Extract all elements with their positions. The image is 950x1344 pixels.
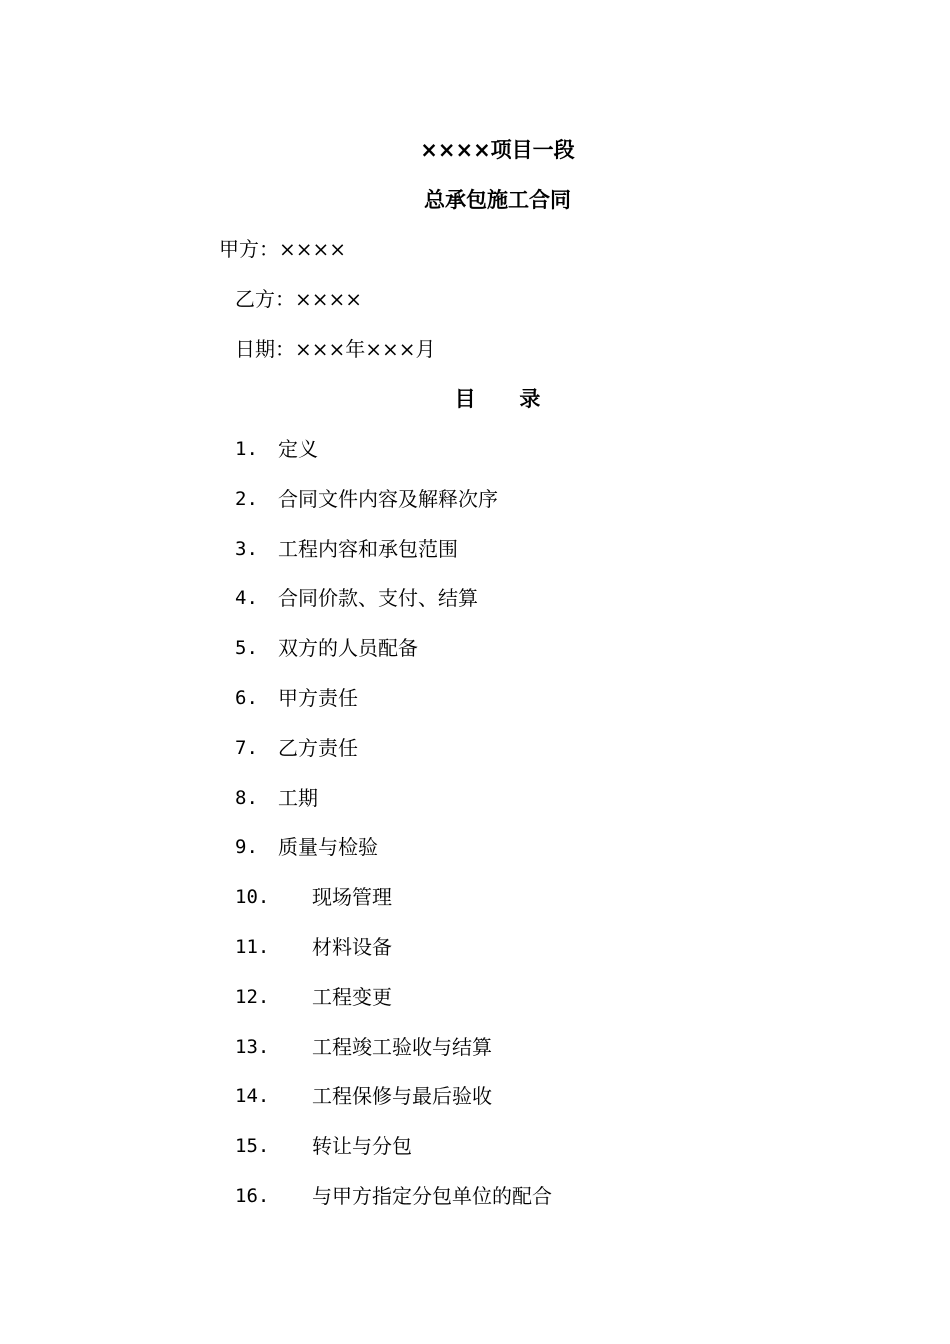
document-subtitle: 总承包施工合同 [424,188,571,212]
toc-item-title: 工程内容和承包范围 [278,536,458,561]
toc-item-title: 定义 [278,437,318,461]
toc-item-title: 工程变更 [312,984,392,1009]
toc-item-title: 双方的人员配备 [278,636,418,661]
toc-item-number: 9. [235,836,258,859]
party-a: 甲方：×××× [219,237,347,261]
toc-item-title: 材料设备 [312,934,392,959]
toc-item-number: 12. [235,985,270,1008]
toc-item-title: 与甲方指定分包单位的配合 [312,1183,552,1208]
toc-item-number: 6. [235,686,258,709]
toc-item-number: 4. [235,587,258,610]
toc-item-number: 8. [235,786,258,809]
toc-item-number: 16. [235,1184,270,1207]
document-title: ××××项目一段 [420,138,575,162]
toc-item-number: 10. [235,886,270,909]
toc-item-number: 15. [235,1135,270,1158]
toc-item-number: 5. [235,637,258,660]
toc-item-title: 质量与检验 [278,835,378,860]
contract-date: 日期：×××年×××月 [235,337,436,361]
toc-item-title: 现场管理 [312,885,392,910]
party-b: 乙方：×××× [235,287,363,311]
toc-item-title: 工程保修与最后验收 [312,1084,492,1109]
toc-item-title: 工期 [278,785,318,810]
toc-item-number: 14. [235,1085,270,1108]
toc-item-title: 合同文件内容及解释次序 [278,486,498,511]
toc-item-number: 1. [235,438,258,460]
toc-item-title: 甲方责任 [278,685,358,710]
toc-item-number: 2. [235,487,258,510]
toc-item-title: 乙方责任 [278,735,358,760]
toc-heading: 目 录 [454,387,541,411]
toc-item-title: 合同价款、支付、结算 [278,586,478,611]
toc-item-number: 3. [235,537,258,560]
toc-item-title: 工程竣工验收与结算 [312,1034,492,1059]
toc-item-number: 13. [235,1035,270,1058]
toc-item-number: 7. [235,736,258,759]
toc-item-title: 转让与分包 [312,1134,412,1159]
toc-item-number: 11. [235,935,270,958]
